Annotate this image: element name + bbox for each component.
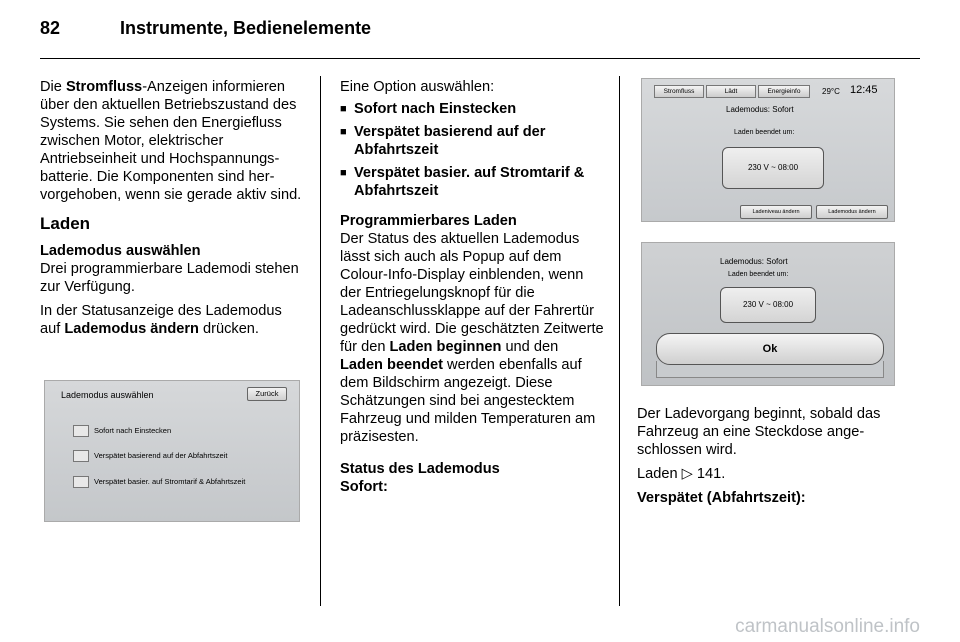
option-label: Sofort nach Einstecken [94, 426, 172, 435]
list-item: ■ Sofort nach Einstecken [340, 100, 604, 118]
text-run: -Anzeigen informieren über den aktuellen Betriebszustand des Systems. Sie sehen den Energiefluss zwischen Motor, elektrischer Antriebseinheit und Hochspannungsbatterie. Die Komponenten sind hervorgehoben, wenn sie gerade aktiv sind. [40, 79, 302, 203]
value-box: 230 V ~ 08:00 [722, 147, 824, 189]
watermark: carmanualsonline.info [735, 616, 920, 637]
reference-arrow-icon: ▷ [681, 466, 693, 482]
ref-page[interactable]: 141. [692, 466, 726, 482]
lademodus-button[interactable]: Lademodus ändern [816, 205, 888, 219]
clock: 12:45 [850, 84, 878, 96]
column-divider-2 [619, 76, 620, 606]
temperature: 29°C [822, 87, 840, 96]
option-abfahrtszeit[interactable] [73, 449, 227, 463]
checkbox-icon [73, 450, 89, 462]
option-list [340, 100, 604, 200]
column-3-text [637, 405, 901, 507]
page-number: 82 [40, 18, 61, 38]
value-box: 230 V ~ 08:00 [720, 287, 816, 323]
option-label: Verspätet basierend auf der Abfahrtszeit [94, 451, 228, 460]
text-run: Die [40, 79, 66, 95]
option-sofort[interactable] [73, 424, 171, 438]
end-label: Laden beendet um: [728, 271, 789, 278]
screen-status-lademodus [641, 78, 895, 222]
paragraph-lademodi: Drei programmierbare Lademodi stehen zur Verfügung. [40, 261, 299, 295]
ref-text: Laden [637, 466, 682, 482]
tab-energieinfo[interactable]: Energieinfo [758, 85, 810, 98]
paragraph-stromfluss [40, 78, 306, 204]
mode-label: Lademodus: Sofort [726, 105, 794, 114]
subheading-verspatet: Verspätet (Abfahrtszeit): [637, 490, 806, 506]
column-1 [40, 78, 306, 344]
bold-term: Stromfluss [65, 79, 143, 95]
paragraph-option-intro: Eine Option auswählen: [340, 79, 495, 95]
subheading-programmierbar: Programmierbares Laden [340, 213, 517, 229]
paragraph-programmierbar [340, 230, 604, 446]
paragraph-laden-ref [637, 465, 901, 483]
tab-ladt[interactable]: Lädt [706, 85, 756, 98]
text-run: Der Status des aktuellen Lademodus lässt sich auch als Popup auf dem Colour-Info-Display einblenden, wenn der Entriegelungsknopf für die Ladeanschlussklappe auf der Fahrertür gedrückt wird. Die geschätzten Zeitwerte für den [340, 231, 604, 355]
list-item: ■ Verspätet basierend auf der Abfahrtszeit [340, 123, 604, 159]
text-run: werden ebenfalls auf dem Bildschirm angezeigt. Diese Schätzungen sind bei angestecktem Fahrzeug und milden Temperaturen am präzisesten. [340, 357, 596, 445]
ok-button[interactable]: Ok [656, 333, 884, 365]
bold-term: Laden beginnen [389, 339, 502, 355]
column-2 [340, 78, 604, 496]
screen-popup-lademodus [641, 242, 895, 386]
text-run: In der Statusanzeige des Lademodus auf [40, 303, 282, 337]
text-run: und den [501, 339, 559, 355]
ladeniveau-button[interactable]: Ladeniveau ändern [740, 205, 812, 219]
list-item: ■ Verspätet basier. auf Stromtarif & Abfahrtszeit [340, 164, 604, 200]
bold-term: Laden beendet [340, 357, 443, 373]
tab-stromfluss[interactable]: Stromfluss [654, 85, 704, 98]
page-title: Instrumente, Bedienelemente [120, 18, 372, 38]
screen-lademodus-auswahlen [44, 380, 300, 522]
section-heading-laden: Laden [40, 214, 91, 233]
subheading-status: Status des Lademodus [340, 461, 500, 477]
checkbox-icon [73, 425, 89, 437]
end-label: Laden beendet um: [734, 129, 795, 136]
back-button[interactable]: Zurück [247, 387, 287, 401]
text-run: drücken. [198, 321, 259, 337]
header-rule [40, 58, 920, 59]
mode-label: Lademodus: Sofort [720, 257, 788, 266]
bold-term: Lademodus ändern [64, 321, 199, 337]
subheading-sofort: Sofort: [340, 479, 388, 495]
subheading-lademodus: Lademodus auswählen [40, 243, 201, 259]
column-divider-1 [320, 76, 321, 606]
option-stromtarif[interactable] [73, 475, 245, 489]
screen-title: Lademodus auswählen [61, 390, 154, 400]
checkbox-icon [73, 476, 89, 488]
option-label: Verspätet basier. auf Stromtarif & Abfahrtszeit [94, 477, 246, 486]
paragraph-ladevorgang: Der Ladevorgang beginnt, sobald das Fahrzeug an eine Steckdose angeschlossen wird. [637, 406, 881, 458]
paragraph-statusanzeige [40, 302, 306, 338]
